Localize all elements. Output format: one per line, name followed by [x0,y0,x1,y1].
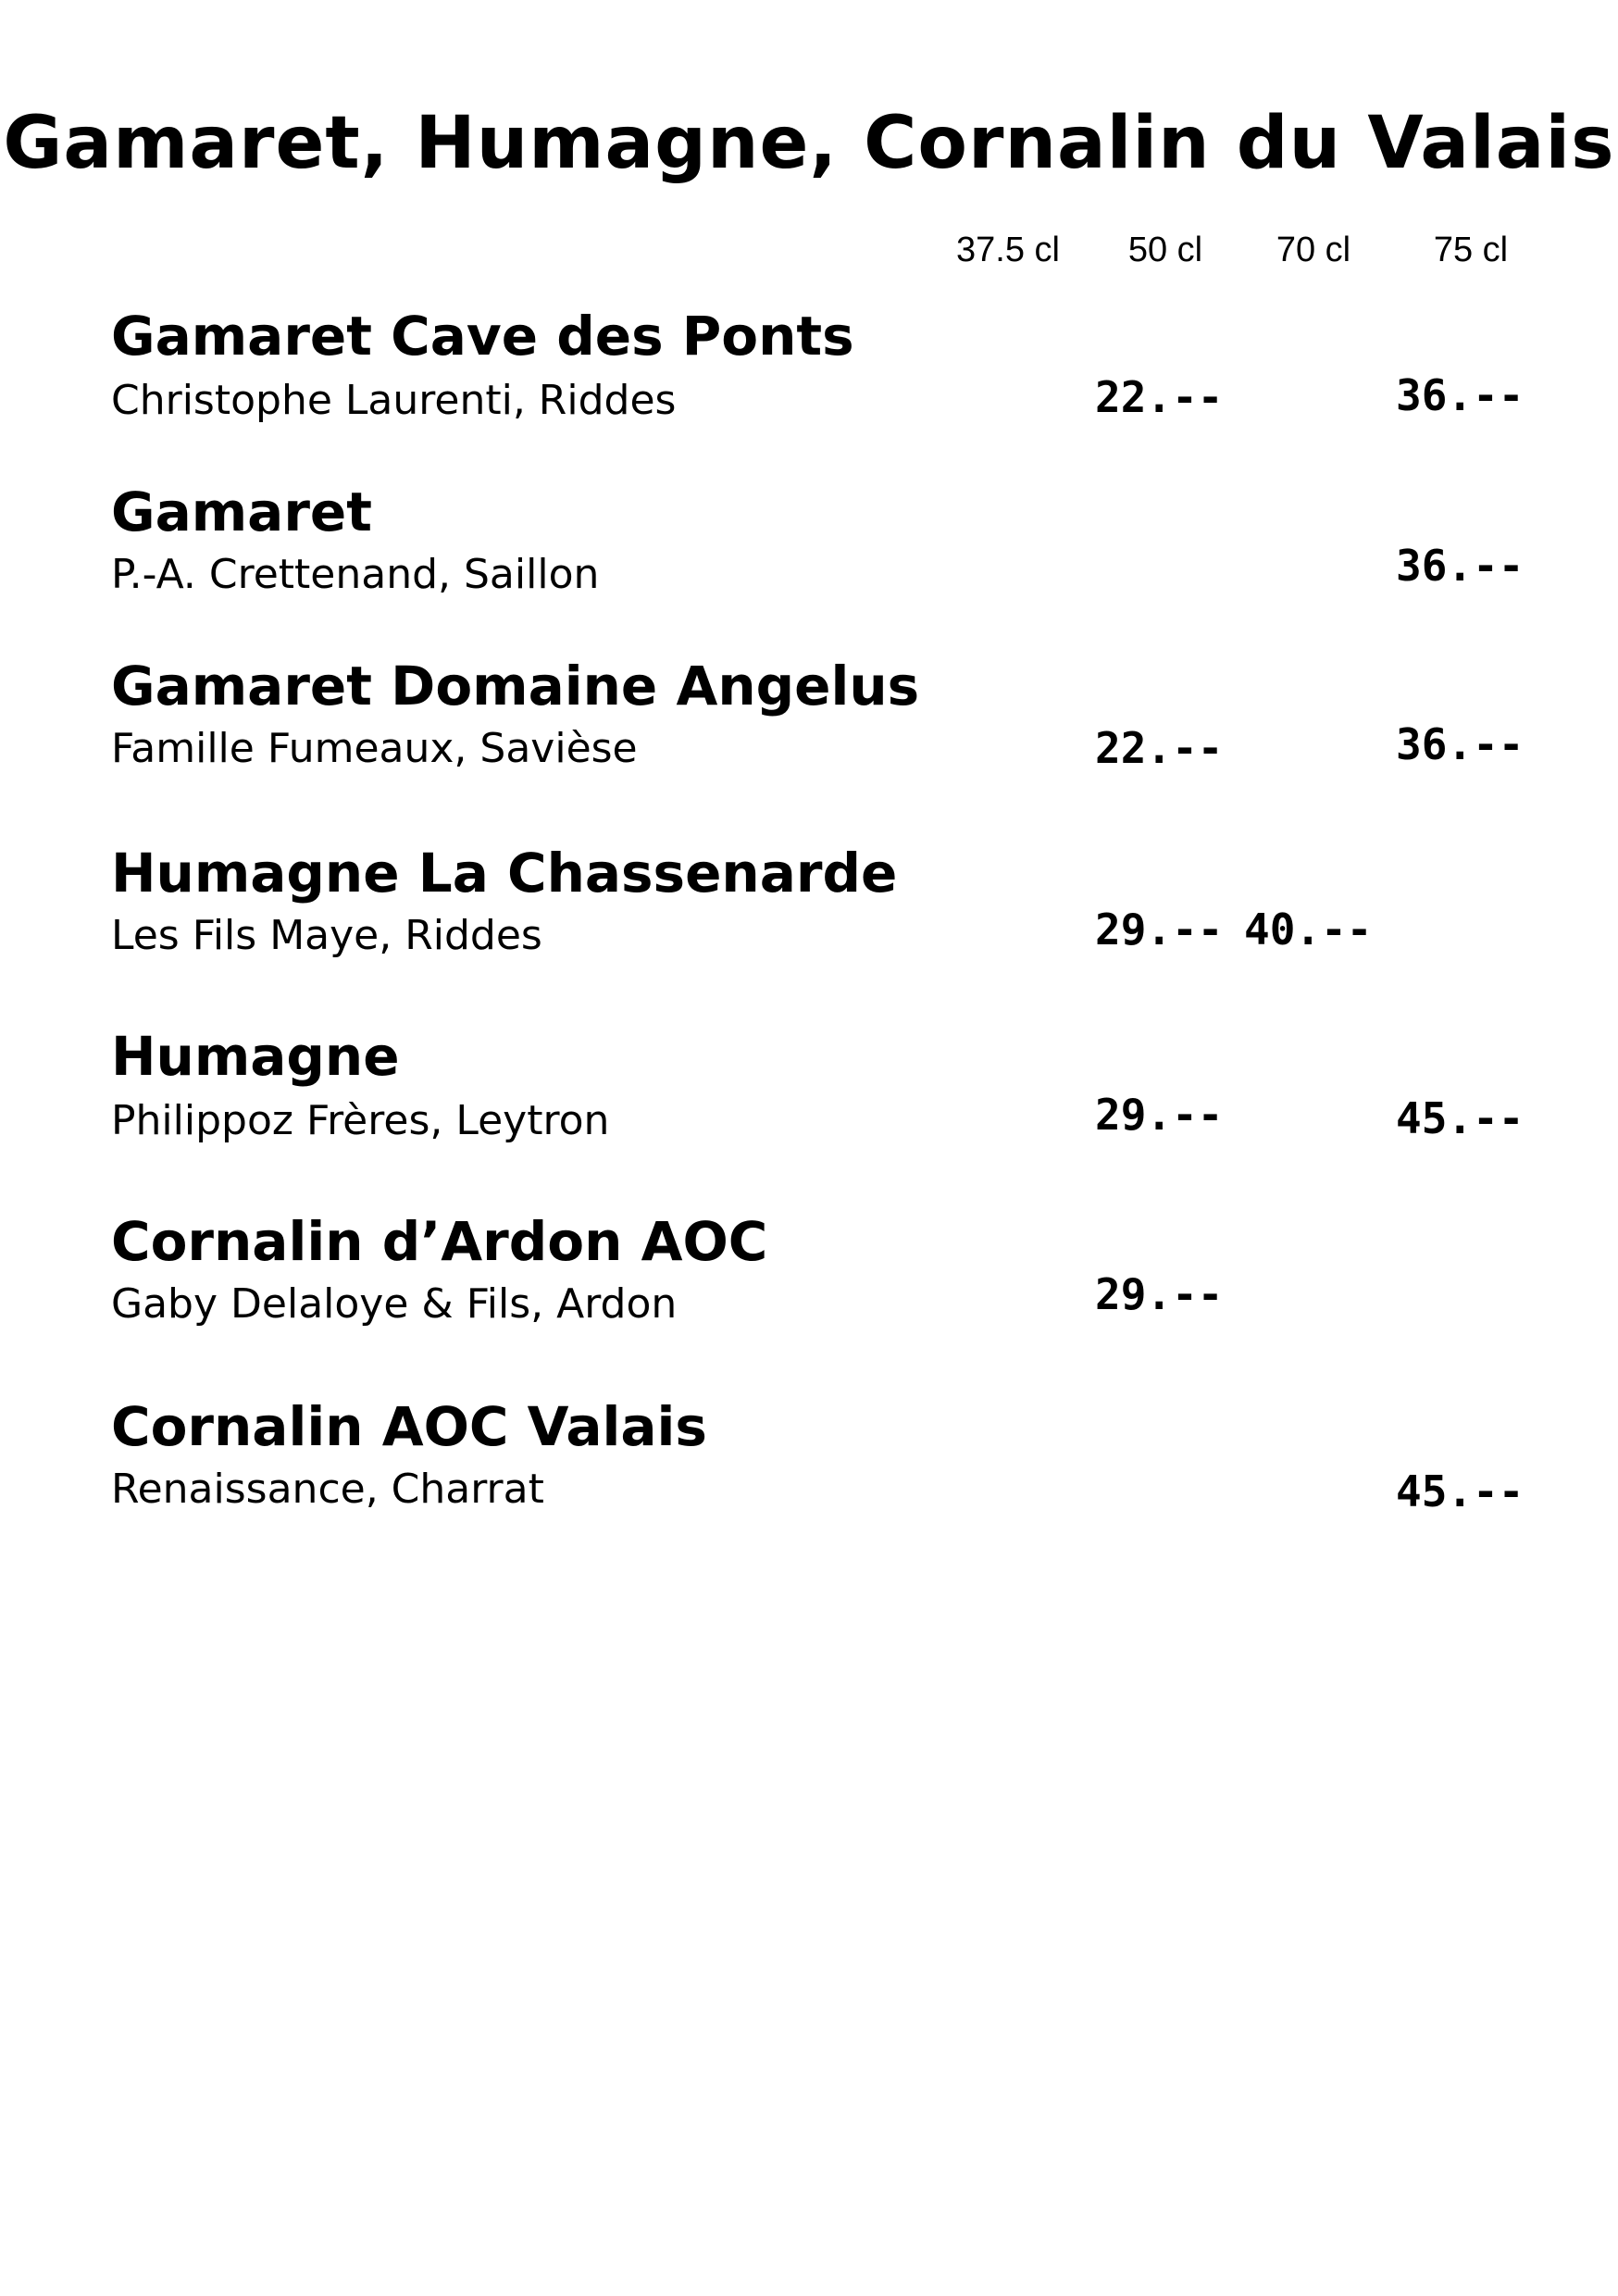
price-50cl: 29.-- [1095,1090,1224,1140]
wine-name: Gamaret Domaine Angelus [111,655,920,718]
wine-name: Humagne La Chassenarde [111,842,898,905]
wine-producer: Les Fils Maye, Riddes [111,912,542,959]
price-70cl: 40.-- [1244,905,1373,955]
price-75cl: 36.-- [1396,370,1525,420]
wine-producer: Famille Fumeaux, Savièse [111,725,638,772]
price-50cl: 22.-- [1095,372,1224,422]
wine-name: Gamaret [111,480,372,543]
price-75cl: 36.-- [1396,541,1525,591]
column-header-50cl: 50 cl [1127,231,1203,269]
price-75cl: 45.-- [1396,1093,1525,1143]
price-50cl: 22.-- [1095,723,1224,773]
price-50cl: 29.-- [1095,1269,1224,1319]
price-50cl: 29.-- [1095,905,1224,955]
column-header-75cl: 75 cl [1433,231,1509,269]
wine-producer: P.-A. Crettenand, Saillon [111,551,600,598]
column-header-70cl: 70 cl [1276,231,1351,269]
wine-name: Cornalin AOC Valais [111,1395,707,1458]
wine-name: Humagne [111,1025,400,1088]
price-75cl: 45.-- [1396,1466,1525,1516]
page-title: Gamaret, Humagne, Cornalin du Valais [3,102,1615,185]
wine-producer: Philippoz Frères, Leytron [111,1097,610,1144]
wine-name: Cornalin d’Ardon AOC [111,1210,768,1273]
wine-producer: Christophe Laurenti, Riddes [111,377,677,424]
column-header-37-5cl: 37.5 cl [956,231,1060,269]
price-75cl: 36.-- [1396,719,1525,769]
wine-producer: Gaby Delaloye & Fils, Ardon [111,1280,678,1328]
wine-producer: Renaissance, Charrat [111,1466,544,1513]
wine-name: Gamaret Cave des Ponts [111,305,854,368]
